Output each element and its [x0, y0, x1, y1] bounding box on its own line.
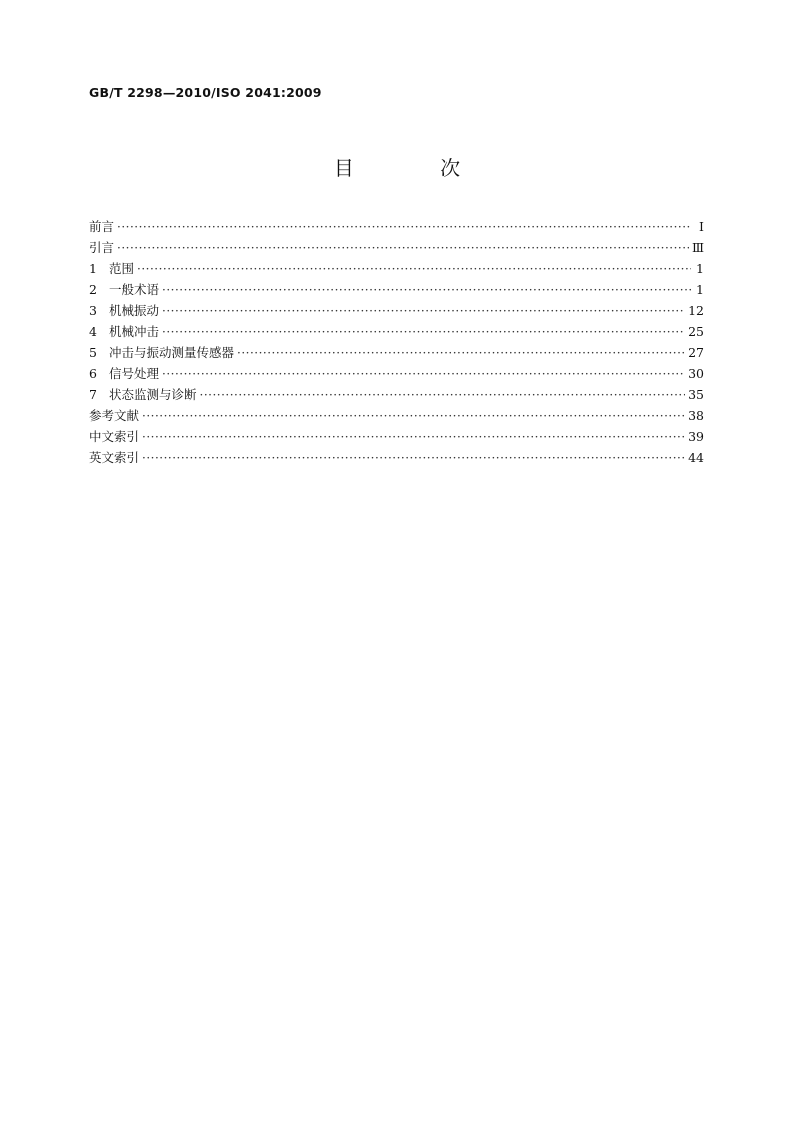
toc-entry-label: 引言 [89, 240, 115, 255]
toc-entry-number: 3 [89, 303, 97, 318]
toc-entry-page: 25 [688, 324, 704, 339]
toc-entry-number: 4 [89, 324, 97, 339]
toc-dot-leader [200, 388, 686, 402]
toc-entry-label: 中文索引 [89, 429, 140, 444]
toc-entry-label: 信号处理 [109, 366, 160, 381]
toc-entry-chinese-index[interactable] [89, 427, 704, 448]
toc-dot-leader [162, 283, 691, 297]
toc-entry-page: Ⅲ [691, 240, 704, 255]
toc-entry-number: 6 [89, 366, 97, 381]
toc-entry-introduction[interactable] [89, 238, 704, 259]
toc-entry-label: 参考文献 [89, 408, 140, 423]
toc-entry-number: 1 [89, 261, 97, 276]
toc-entry-number: 2 [89, 282, 97, 297]
toc-entry-label: 英文索引 [89, 450, 140, 465]
toc-entry-label: 机械冲击 [109, 324, 160, 339]
toc-entry-page: 35 [688, 387, 704, 402]
toc-dot-leader [117, 241, 689, 255]
toc-dot-leader [137, 262, 691, 276]
toc-entry-label: 范围 [109, 261, 135, 276]
toc-dot-leader [142, 451, 685, 465]
toc-title: 目 次 [333, 156, 501, 180]
toc-dot-leader [162, 367, 685, 381]
toc-dot-leader [162, 325, 685, 339]
toc-entry-page: 1 [696, 282, 704, 297]
toc-entry-bibliography[interactable] [89, 406, 704, 427]
toc-entry-mechanical-vibration[interactable] [89, 301, 704, 322]
toc-dot-leader [117, 220, 691, 234]
toc-entry-label: 冲击与振动测量传感器 [109, 345, 235, 360]
toc-entry-page: 27 [688, 345, 704, 360]
toc-entry-mechanical-shock[interactable] [89, 322, 704, 343]
toc-dot-leader [142, 430, 685, 444]
toc-entry-page: 44 [688, 450, 704, 465]
toc-entry-number: 7 [89, 387, 97, 402]
standard-code: GB/T 2298—2010/ISO 2041:2009 [89, 85, 322, 100]
toc-entry-page: 30 [688, 366, 704, 381]
toc-entry-label: 前言 [89, 219, 115, 234]
toc-entry-general-terms[interactable] [89, 280, 704, 301]
toc-dot-leader [237, 346, 685, 360]
toc-entry-scope[interactable] [89, 259, 704, 280]
toc-entry-transducers[interactable] [89, 343, 704, 364]
toc-entry-page: 1 [696, 261, 704, 276]
toc-entry-condition-monitoring[interactable] [89, 385, 704, 406]
toc-dot-leader [142, 409, 685, 423]
toc-entry-page: 12 [688, 303, 704, 318]
toc-entry-page: 39 [688, 429, 704, 444]
toc-entry-label: 一般术语 [109, 282, 160, 297]
toc-entry-label: 状态监测与诊断 [109, 387, 197, 402]
toc-entry-signal-processing[interactable] [89, 364, 704, 385]
toc-entry-english-index[interactable] [89, 448, 704, 469]
toc-entry-number: 5 [89, 345, 97, 360]
toc-entry-page: Ⅰ [699, 219, 704, 234]
toc-entry-foreword[interactable] [89, 217, 704, 238]
toc-list [89, 217, 704, 469]
toc-entry-label: 机械振动 [109, 303, 160, 318]
toc-entry-page: 38 [688, 408, 704, 423]
toc-dot-leader [162, 304, 685, 318]
